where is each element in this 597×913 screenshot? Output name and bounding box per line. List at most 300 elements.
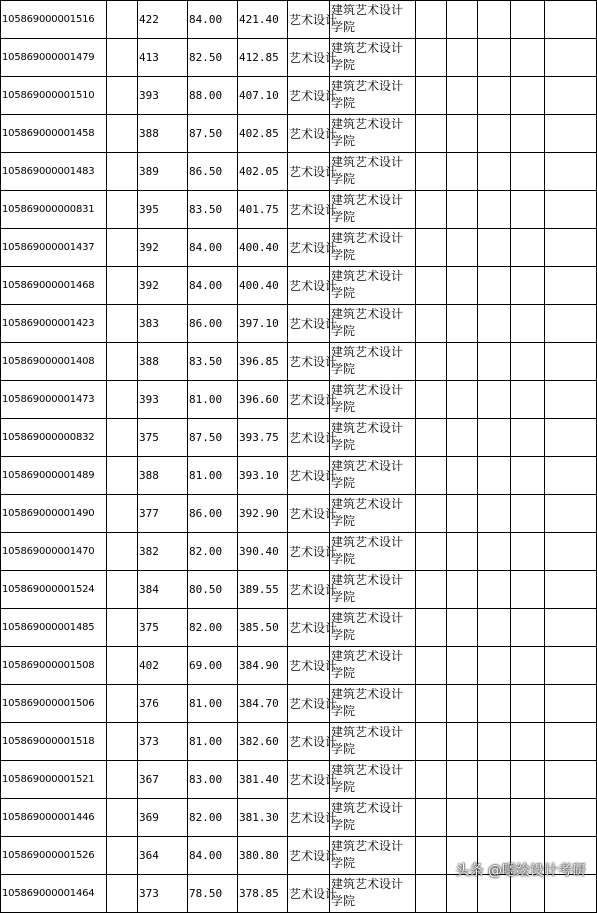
cell-empty <box>447 723 478 761</box>
cell-empty <box>511 723 545 761</box>
cell-blank-name <box>107 837 138 875</box>
cell-empty <box>545 153 597 191</box>
cell-empty <box>447 39 478 77</box>
cell-initial-score: 382 <box>138 533 188 571</box>
cell-empty <box>478 153 511 191</box>
cell-empty <box>511 191 545 229</box>
cell-blank-name <box>107 191 138 229</box>
watermark <box>456 860 586 880</box>
table-row <box>1 457 597 495</box>
cell-retest-score: 88.00 <box>188 77 238 115</box>
cell-empty <box>447 495 478 533</box>
cell-department: 建筑艺术设计学院 <box>330 343 416 381</box>
cell-empty <box>416 267 447 305</box>
cell-empty <box>478 609 511 647</box>
cell-empty <box>416 343 447 381</box>
cell-blank-name <box>107 723 138 761</box>
cell-major: 艺术设计 <box>288 419 330 457</box>
cell-exam-id: 105869000001518 <box>1 723 107 761</box>
cell-empty <box>511 77 545 115</box>
cell-blank-name <box>107 799 138 837</box>
cell-empty <box>545 875 597 913</box>
cell-department: 建筑艺术设计学院 <box>330 1 416 39</box>
cell-total-score: 381.30 <box>238 799 288 837</box>
cell-retest-score: 83.00 <box>188 761 238 799</box>
cell-major: 艺术设计 <box>288 723 330 761</box>
cell-initial-score: 402 <box>138 647 188 685</box>
cell-empty <box>511 343 545 381</box>
cell-total-score: 407.10 <box>238 77 288 115</box>
cell-exam-id: 105869000001483 <box>1 153 107 191</box>
table-row <box>1 305 597 343</box>
table-row <box>1 609 597 647</box>
cell-exam-id: 105869000001506 <box>1 685 107 723</box>
table-row <box>1 419 597 457</box>
cell-empty <box>545 609 597 647</box>
cell-empty <box>511 381 545 419</box>
cell-major: 艺术设计 <box>288 267 330 305</box>
cell-empty <box>545 761 597 799</box>
cell-empty <box>416 1 447 39</box>
cell-empty <box>416 153 447 191</box>
cell-department: 建筑艺术设计学院 <box>330 875 416 913</box>
cell-major: 艺术设计 <box>288 77 330 115</box>
cell-exam-id: 105869000001446 <box>1 799 107 837</box>
cell-department: 建筑艺术设计学院 <box>330 723 416 761</box>
cell-empty <box>447 685 478 723</box>
cell-empty <box>416 229 447 267</box>
cell-blank-name <box>107 77 138 115</box>
cell-major: 艺术设计 <box>288 799 330 837</box>
cell-empty <box>447 229 478 267</box>
cell-empty <box>447 571 478 609</box>
table-row <box>1 343 597 381</box>
table-row <box>1 381 597 419</box>
cell-empty <box>478 343 511 381</box>
cell-empty <box>511 647 545 685</box>
table-row <box>1 647 597 685</box>
cell-blank-name <box>107 571 138 609</box>
cell-major: 艺术设计 <box>288 39 330 77</box>
cell-retest-score: 82.00 <box>188 799 238 837</box>
cell-total-score: 385.50 <box>238 609 288 647</box>
cell-empty <box>478 381 511 419</box>
cell-department: 建筑艺术设计学院 <box>330 647 416 685</box>
cell-empty <box>511 1 545 39</box>
cell-retest-score: 87.50 <box>188 419 238 457</box>
cell-empty <box>511 609 545 647</box>
cell-initial-score: 375 <box>138 609 188 647</box>
cell-initial-score: 393 <box>138 77 188 115</box>
cell-empty <box>447 761 478 799</box>
table-row <box>1 191 597 229</box>
cell-empty <box>478 191 511 229</box>
cell-exam-id: 105869000001485 <box>1 609 107 647</box>
cell-initial-score: 377 <box>138 495 188 533</box>
cell-retest-score: 81.00 <box>188 381 238 419</box>
cell-department: 建筑艺术设计学院 <box>330 495 416 533</box>
cell-blank-name <box>107 609 138 647</box>
cell-empty <box>545 343 597 381</box>
cell-total-score: 401.75 <box>238 191 288 229</box>
cell-empty <box>545 723 597 761</box>
cell-exam-id: 105869000001464 <box>1 875 107 913</box>
cell-major: 艺术设计 <box>288 115 330 153</box>
cell-exam-id: 105869000001508 <box>1 647 107 685</box>
cell-empty <box>545 39 597 77</box>
table-row <box>1 77 597 115</box>
cell-department: 建筑艺术设计学院 <box>330 381 416 419</box>
cell-initial-score: 384 <box>138 571 188 609</box>
cell-department: 建筑艺术设计学院 <box>330 115 416 153</box>
table-row <box>1 267 597 305</box>
cell-empty <box>545 115 597 153</box>
cell-retest-score: 81.00 <box>188 685 238 723</box>
cell-empty <box>416 77 447 115</box>
table-row <box>1 229 597 267</box>
cell-empty <box>447 419 478 457</box>
cell-empty <box>511 571 545 609</box>
cell-exam-id: 105869000001479 <box>1 39 107 77</box>
cell-retest-score: 80.50 <box>188 571 238 609</box>
cell-empty <box>416 305 447 343</box>
cell-empty <box>416 609 447 647</box>
cell-empty <box>416 685 447 723</box>
cell-initial-score: 389 <box>138 153 188 191</box>
cell-empty <box>416 457 447 495</box>
cell-major: 艺术设计 <box>288 647 330 685</box>
cell-exam-id: 105869000001458 <box>1 115 107 153</box>
cell-empty <box>416 533 447 571</box>
cell-blank-name <box>107 419 138 457</box>
cell-empty <box>416 761 447 799</box>
cell-retest-score: 83.50 <box>188 191 238 229</box>
cell-empty <box>416 571 447 609</box>
cell-empty <box>447 191 478 229</box>
cell-total-score: 402.85 <box>238 115 288 153</box>
cell-department: 建筑艺术设计学院 <box>330 419 416 457</box>
cell-total-score: 402.05 <box>238 153 288 191</box>
cell-blank-name <box>107 115 138 153</box>
cell-empty <box>511 533 545 571</box>
cell-blank-name <box>107 267 138 305</box>
cell-empty <box>478 571 511 609</box>
cell-empty <box>545 191 597 229</box>
cell-exam-id: 105869000001423 <box>1 305 107 343</box>
cell-empty <box>416 495 447 533</box>
cell-empty <box>416 191 447 229</box>
cell-major: 艺术设计 <box>288 229 330 267</box>
cell-major: 艺术设计 <box>288 343 330 381</box>
cell-empty <box>511 761 545 799</box>
cell-blank-name <box>107 647 138 685</box>
cell-empty <box>478 115 511 153</box>
table-row <box>1 761 597 799</box>
cell-major: 艺术设计 <box>288 153 330 191</box>
cell-initial-score: 376 <box>138 685 188 723</box>
cell-total-score: 378.85 <box>238 875 288 913</box>
cell-department: 建筑艺术设计学院 <box>330 609 416 647</box>
cell-total-score: 392.90 <box>238 495 288 533</box>
cell-retest-score: 81.00 <box>188 723 238 761</box>
cell-initial-score: 422 <box>138 1 188 39</box>
cell-exam-id: 105869000001473 <box>1 381 107 419</box>
cell-empty <box>511 39 545 77</box>
cell-major: 艺术设计 <box>288 571 330 609</box>
cell-blank-name <box>107 343 138 381</box>
cell-exam-id: 105869000000831 <box>1 191 107 229</box>
cell-initial-score: 373 <box>138 723 188 761</box>
cell-empty <box>447 457 478 495</box>
cell-empty <box>478 229 511 267</box>
cell-exam-id: 105869000001516 <box>1 1 107 39</box>
cell-exam-id: 105869000001521 <box>1 761 107 799</box>
cell-retest-score: 86.00 <box>188 495 238 533</box>
cell-initial-score: 375 <box>138 419 188 457</box>
cell-department: 建筑艺术设计学院 <box>330 457 416 495</box>
cell-initial-score: 367 <box>138 761 188 799</box>
cell-major: 艺术设计 <box>288 495 330 533</box>
cell-blank-name <box>107 1 138 39</box>
cell-initial-score: 413 <box>138 39 188 77</box>
cell-empty <box>545 533 597 571</box>
cell-department: 建筑艺术设计学院 <box>330 77 416 115</box>
cell-retest-score: 83.50 <box>188 343 238 381</box>
cell-total-score: 396.85 <box>238 343 288 381</box>
cell-empty <box>545 267 597 305</box>
cell-empty <box>447 647 478 685</box>
cell-empty <box>511 495 545 533</box>
cell-empty <box>447 875 478 913</box>
cell-total-score: 393.75 <box>238 419 288 457</box>
cell-empty <box>478 457 511 495</box>
cell-total-score: 384.90 <box>238 647 288 685</box>
cell-blank-name <box>107 381 138 419</box>
cell-empty <box>511 457 545 495</box>
cell-empty <box>478 495 511 533</box>
cell-major: 艺术设计 <box>288 533 330 571</box>
cell-department: 建筑艺术设计学院 <box>330 191 416 229</box>
table-row <box>1 115 597 153</box>
cell-major: 艺术设计 <box>288 761 330 799</box>
cell-department: 建筑艺术设计学院 <box>330 685 416 723</box>
cell-empty <box>416 723 447 761</box>
cell-empty <box>545 799 597 837</box>
cell-department: 建筑艺术设计学院 <box>330 837 416 875</box>
cell-total-score: 396.60 <box>238 381 288 419</box>
table-row <box>1 495 597 533</box>
cell-empty <box>511 419 545 457</box>
cell-retest-score: 69.00 <box>188 647 238 685</box>
cell-empty <box>511 153 545 191</box>
cell-empty <box>545 1 597 39</box>
cell-empty <box>511 799 545 837</box>
cell-exam-id: 105869000001437 <box>1 229 107 267</box>
cell-empty <box>478 685 511 723</box>
table-row <box>1 685 597 723</box>
cell-empty <box>478 39 511 77</box>
cell-retest-score: 86.50 <box>188 153 238 191</box>
cell-empty <box>478 799 511 837</box>
table-body <box>1 1 597 913</box>
cell-empty <box>545 495 597 533</box>
cell-major: 艺术设计 <box>288 875 330 913</box>
cell-department: 建筑艺术设计学院 <box>330 305 416 343</box>
cell-retest-score: 78.50 <box>188 875 238 913</box>
table-row <box>1 1 597 39</box>
cell-empty <box>545 685 597 723</box>
cell-initial-score: 395 <box>138 191 188 229</box>
cell-empty <box>416 419 447 457</box>
cell-blank-name <box>107 229 138 267</box>
cell-total-score: 421.40 <box>238 1 288 39</box>
cell-blank-name <box>107 495 138 533</box>
cell-empty <box>511 305 545 343</box>
table-row <box>1 153 597 191</box>
cell-empty <box>447 533 478 571</box>
cell-total-score: 389.55 <box>238 571 288 609</box>
cell-total-score: 400.40 <box>238 267 288 305</box>
cell-major: 艺术设计 <box>288 609 330 647</box>
cell-retest-score: 86.00 <box>188 305 238 343</box>
cell-empty <box>447 799 478 837</box>
cell-exam-id: 105869000001470 <box>1 533 107 571</box>
cell-blank-name <box>107 533 138 571</box>
cell-retest-score: 82.00 <box>188 533 238 571</box>
cell-blank-name <box>107 305 138 343</box>
cell-empty <box>447 1 478 39</box>
cell-retest-score: 84.00 <box>188 267 238 305</box>
cell-empty <box>447 343 478 381</box>
cell-empty <box>545 571 597 609</box>
cell-empty <box>416 381 447 419</box>
cell-empty <box>511 267 545 305</box>
cell-major: 艺术设计 <box>288 1 330 39</box>
cell-empty <box>545 647 597 685</box>
cell-initial-score: 383 <box>138 305 188 343</box>
cell-exam-id: 105869000001489 <box>1 457 107 495</box>
cell-blank-name <box>107 153 138 191</box>
cell-empty <box>478 761 511 799</box>
cell-major: 艺术设计 <box>288 685 330 723</box>
table-row <box>1 875 597 913</box>
cell-total-score: 384.70 <box>238 685 288 723</box>
cell-exam-id: 105869000001468 <box>1 267 107 305</box>
cell-department: 建筑艺术设计学院 <box>330 533 416 571</box>
cell-empty <box>478 305 511 343</box>
cell-department: 建筑艺术设计学院 <box>330 153 416 191</box>
cell-blank-name <box>107 761 138 799</box>
cell-empty <box>416 647 447 685</box>
cell-empty <box>511 229 545 267</box>
cell-exam-id: 105869000001526 <box>1 837 107 875</box>
cell-empty <box>416 837 447 875</box>
cell-empty <box>545 77 597 115</box>
cell-exam-id: 105869000000832 <box>1 419 107 457</box>
cell-exam-id: 105869000001524 <box>1 571 107 609</box>
cell-empty <box>478 1 511 39</box>
cell-total-score: 381.40 <box>238 761 288 799</box>
cell-major: 艺术设计 <box>288 305 330 343</box>
table-row <box>1 723 597 761</box>
cell-empty <box>447 381 478 419</box>
cell-empty <box>478 723 511 761</box>
table-row <box>1 799 597 837</box>
cell-retest-score: 82.50 <box>188 39 238 77</box>
cell-empty <box>511 115 545 153</box>
cell-department: 建筑艺术设计学院 <box>330 229 416 267</box>
cell-major: 艺术设计 <box>288 457 330 495</box>
cell-empty <box>545 305 597 343</box>
cell-initial-score: 388 <box>138 343 188 381</box>
cell-initial-score: 364 <box>138 837 188 875</box>
cell-empty <box>545 419 597 457</box>
cell-initial-score: 392 <box>138 229 188 267</box>
cell-total-score: 400.40 <box>238 229 288 267</box>
cell-department: 建筑艺术设计学院 <box>330 571 416 609</box>
cell-department: 建筑艺术设计学院 <box>330 267 416 305</box>
cell-initial-score: 393 <box>138 381 188 419</box>
cell-retest-score: 84.00 <box>188 1 238 39</box>
table-row <box>1 533 597 571</box>
cell-initial-score: 388 <box>138 457 188 495</box>
cell-department: 建筑艺术设计学院 <box>330 761 416 799</box>
cell-retest-score: 81.00 <box>188 457 238 495</box>
cell-blank-name <box>107 685 138 723</box>
cell-retest-score: 82.00 <box>188 609 238 647</box>
cell-empty <box>447 153 478 191</box>
cell-empty <box>416 39 447 77</box>
cell-total-score: 393.10 <box>238 457 288 495</box>
cell-empty <box>478 533 511 571</box>
cell-blank-name <box>107 457 138 495</box>
watermark-text: 头条 @嗯绘设计考研 <box>455 863 586 879</box>
cell-empty <box>416 875 447 913</box>
cell-empty <box>545 229 597 267</box>
cell-empty <box>478 647 511 685</box>
cell-total-score: 390.40 <box>238 533 288 571</box>
cell-total-score: 397.10 <box>238 305 288 343</box>
cell-empty <box>416 115 447 153</box>
cell-empty <box>447 115 478 153</box>
cell-total-score: 382.60 <box>238 723 288 761</box>
cell-exam-id: 105869000001408 <box>1 343 107 381</box>
cell-empty <box>478 419 511 457</box>
cell-initial-score: 392 <box>138 267 188 305</box>
table-row <box>1 39 597 77</box>
cell-empty <box>478 875 511 913</box>
cell-empty <box>447 609 478 647</box>
cell-empty <box>478 77 511 115</box>
cell-blank-name <box>107 39 138 77</box>
cell-department: 建筑艺术设计学院 <box>330 39 416 77</box>
cell-retest-score: 84.00 <box>188 837 238 875</box>
cell-retest-score: 84.00 <box>188 229 238 267</box>
cell-total-score: 412.85 <box>238 39 288 77</box>
cell-empty <box>511 685 545 723</box>
cell-retest-score: 87.50 <box>188 115 238 153</box>
cell-department: 建筑艺术设计学院 <box>330 799 416 837</box>
cell-empty <box>511 875 545 913</box>
cell-exam-id: 105869000001490 <box>1 495 107 533</box>
cell-empty <box>416 799 447 837</box>
cell-empty <box>447 267 478 305</box>
cell-major: 艺术设计 <box>288 191 330 229</box>
cell-initial-score: 373 <box>138 875 188 913</box>
cell-exam-id: 105869000001510 <box>1 77 107 115</box>
cell-initial-score: 369 <box>138 799 188 837</box>
cell-empty <box>447 77 478 115</box>
